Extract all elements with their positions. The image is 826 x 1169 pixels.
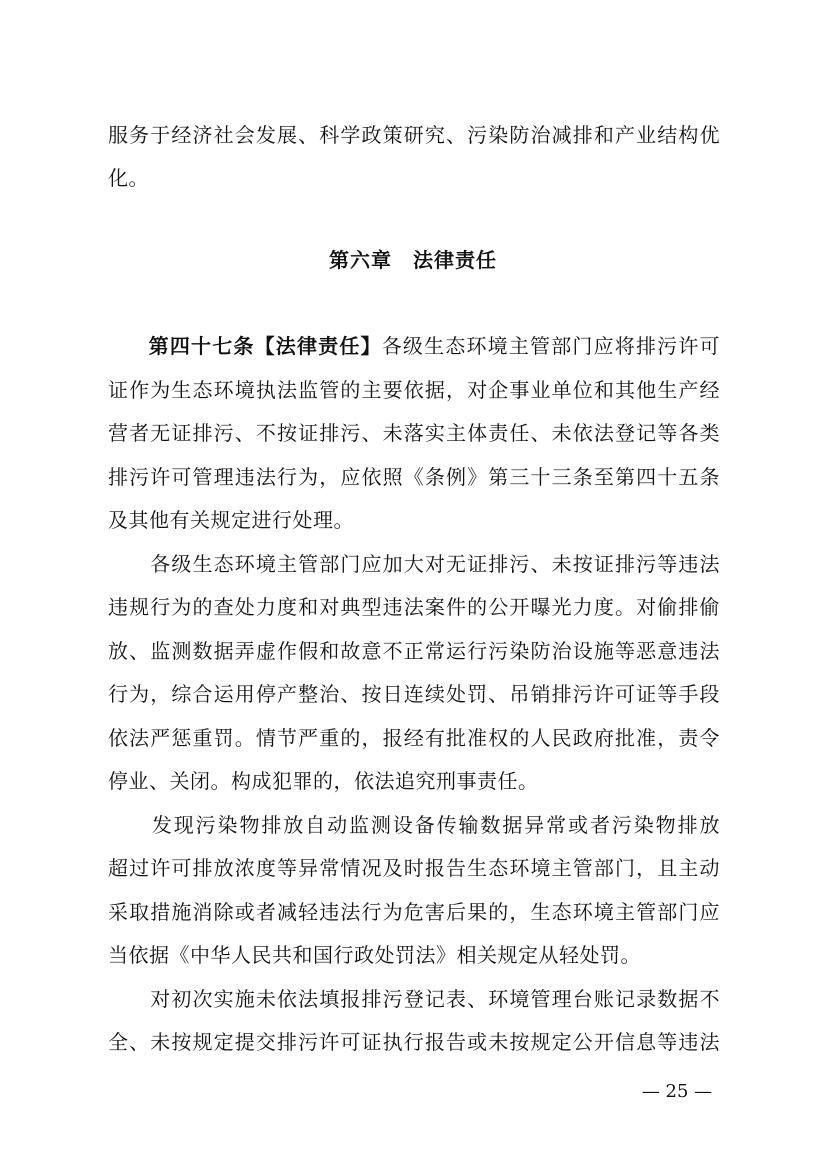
article-47-line-2: 证作为生态环境执法监管的主要依据，对企事业单位和其他生产经 [108, 378, 720, 402]
intro-line-2: 化。 [108, 166, 149, 190]
article-47-line-5: 及其他有关规定进行处理。 [108, 508, 354, 532]
article-47-line-3: 营者无证排污、不按证排污、未落实主体责任、未依法登记等各类 [108, 421, 720, 445]
chapter-title: 第六章 法律责任 [329, 248, 497, 272]
para-3-line-4: 当依据《中华人民共和国行政处罚法》相关规定从轻处罚。 [108, 943, 641, 967]
page-number: — 25 — [641, 1081, 713, 1102]
article-47-line-4: 排污许可管理违法行为，应依照《条例》第三十三条至第四十五条 [108, 465, 720, 489]
para-2-line-2: 违规行为的查处力度和对典型违法案件的公开曝光力度。对偷排偷 [108, 595, 720, 619]
para-2-line-1: 各级生态环境主管部门应加大对无证排污、未按证排污等违法 [108, 552, 720, 576]
para-4-line-2: 全、未按规定提交排污许可证执行报告或未按规定公开信息等违法 [108, 1030, 720, 1054]
para-3-line-2: 超过许可排放浓度等异常情况及时报告生态环境主管部门，且主动 [108, 856, 720, 880]
para-2-line-6: 停业、关闭。构成犯罪的，依法追究刑事责任。 [108, 769, 539, 793]
para-2-line-5: 依法严惩重罚。情节严重的，报经有批准权的人民政府批准，责令 [108, 726, 720, 750]
para-3-line-3: 采取措施消除或者减轻违法行为危害后果的，生态环境主管部门应 [108, 900, 720, 924]
article-47-heading: 第四十七条【法律责任】 [148, 334, 382, 358]
para-2-line-4: 行为，综合运用停产整治、按日连续处罚、吊销排污许可证等手段 [108, 682, 720, 706]
article-47-line-1-rest: 各级生态环境主管部门应将排污许可 [381, 334, 721, 358]
intro-line-1: 服务于经济社会发展、科学政策研究、污染防治减排和产业结构优 [108, 123, 720, 147]
article-47-line-1 [108, 333, 720, 359]
para-2-line-3: 放、监测数据弄虚作假和故意不正常运行污染防治设施等恶意违法 [108, 639, 720, 663]
para-4-line-1: 对初次实施未依法填报排污登记表、环境管理台账记录数据不 [108, 987, 720, 1011]
para-3-line-1: 发现污染物排放自动监测设备传输数据异常或者污染物排放 [108, 813, 720, 837]
